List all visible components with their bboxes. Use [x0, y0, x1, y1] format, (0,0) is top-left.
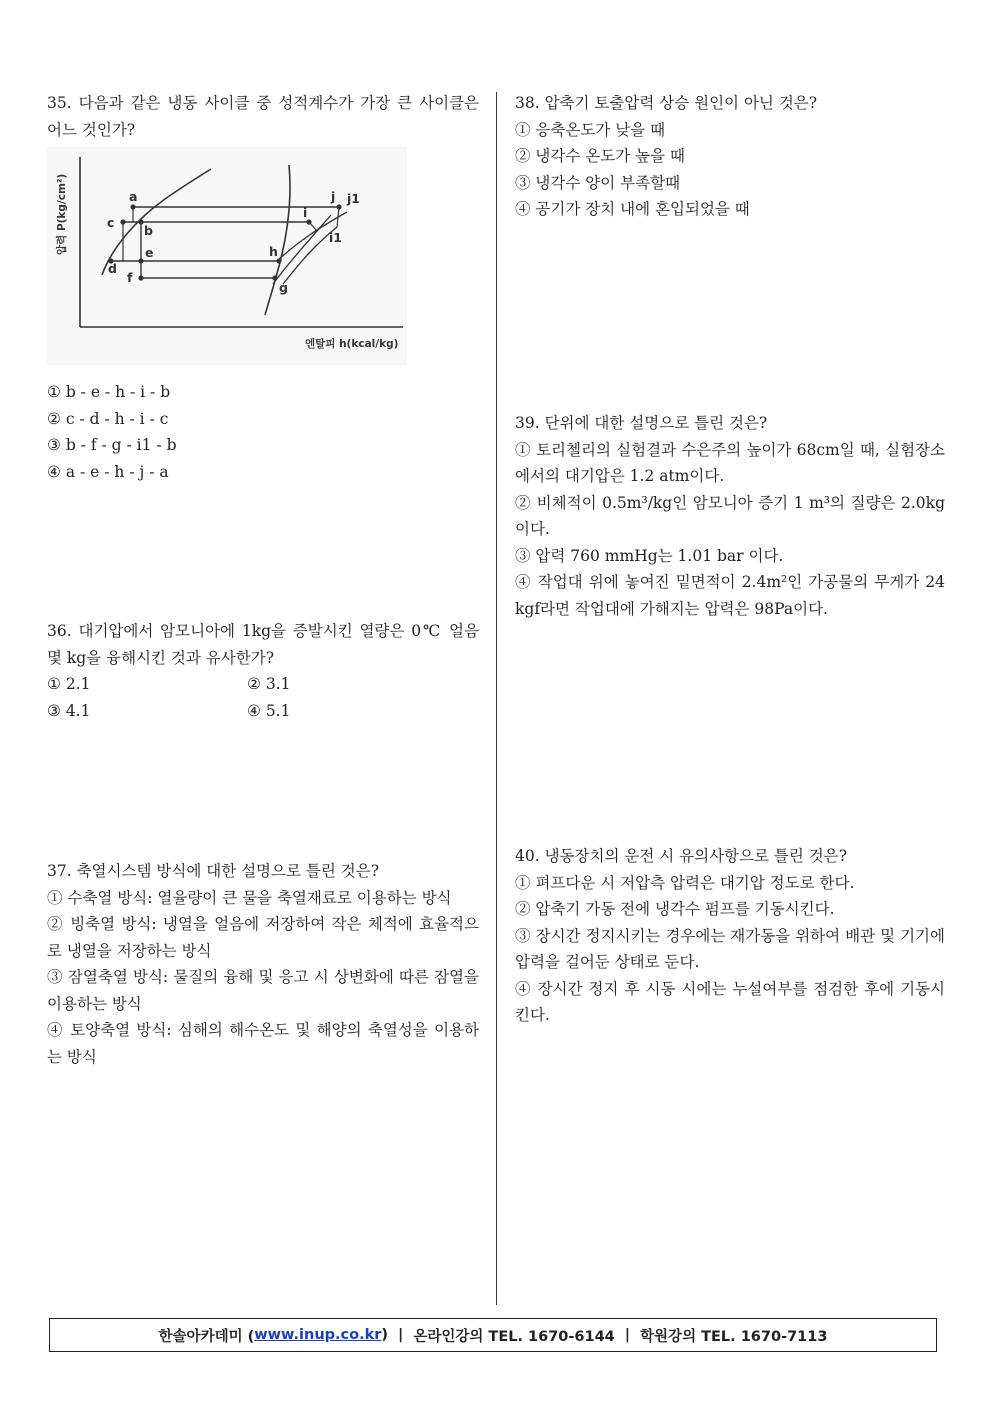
q39-option-4: ④ 작업대 위에 놓여진 밑면적이 2.4m²인 가공물의 무게가 24 kgf라면 작업대에 가해지는 압력은 98Pa이다.: [515, 573, 945, 618]
q38-option-1: ① 응축온도가 낮을 때: [515, 120, 666, 139]
q38-option-3: ③ 냉각수 양이 부족할때: [515, 173, 681, 192]
footer-academy-close: ): [381, 1327, 389, 1343]
point-b: [138, 219, 143, 224]
question-36: [47, 618, 479, 724]
question-40: [515, 843, 945, 1029]
question-37: [47, 858, 479, 1070]
label-i1: i1: [329, 230, 342, 245]
question-38: [515, 90, 945, 223]
q40-option-4: ④ 장시간 정지 후 시동 시에는 누설여부를 점검한 후에 기동시킨다.: [515, 979, 945, 1024]
q40-option-2: ② 압축기 가동 전에 냉각수 펌프를 기동시킨다.: [515, 900, 835, 918]
q37-option-2: ② 빙축열 방식: 냉열을 얼음에 저장하여 작은 체적에 효율적으로 냉열을 저장하는 방식: [47, 915, 479, 960]
footer-bar: [49, 1318, 937, 1352]
label-c: c: [107, 215, 115, 230]
question-39: [515, 410, 945, 622]
q36-option-3: ③ 4.1: [47, 701, 91, 720]
question-37-stem: 37. 축열시스템 방식에 대한 설명으로 틀린 것은?: [47, 862, 380, 880]
point-h: [276, 258, 281, 263]
q37-option-1: ① 수축열 방식: 열율량이 큰 물을 축열재료로 이용하는 방식: [47, 888, 452, 907]
label-d: d: [108, 261, 117, 276]
q36-option-2: ② 3.1: [247, 675, 291, 693]
label-f: f: [127, 270, 133, 285]
point-j: [336, 204, 341, 209]
footer-online-tel: 온라인강의 TEL. 1670-6144: [413, 1328, 615, 1345]
label-a: a: [129, 189, 138, 204]
footer-offline-tel: 학원강의 TEL. 1670-7113: [640, 1328, 828, 1345]
q35-option-4: ④ a - e - h - j - a: [47, 462, 169, 481]
q35-option-1: ① b - e - h - i - b: [47, 383, 171, 401]
point-e: [138, 258, 143, 263]
footer-separator-2: |: [624, 1327, 631, 1343]
ph-diagram: [47, 147, 407, 365]
q38-option-2: ② 냉각수 온도가 높을 때: [515, 147, 685, 165]
point-c: [120, 219, 125, 224]
column-divider: [496, 92, 497, 1305]
point-g: [272, 275, 277, 280]
question-40-stem: 40. 냉동장치의 운전 시 유의사항으로 틀린 것은?: [515, 847, 848, 865]
label-b: b: [144, 223, 153, 238]
y-axis-label: 압력 P(kg/cm²): [56, 173, 68, 255]
point-i: [306, 219, 311, 224]
q38-option-4: ④ 공기가 장치 내에 혼입되었을 때: [515, 200, 750, 218]
q40-option-3: ③ 장시간 정지시키는 경우에는 재가동을 위하여 배관 및 기기에 압력을 걸어둔 상태로 둔다.: [515, 926, 945, 971]
question-39-stem: 39. 단위에 대한 설명으로 틀린 것은?: [515, 414, 768, 432]
q37-option-3: ③ 잠열축열 방식: 물질의 융해 및 응고 시 상변화에 따른 잠열을 이용하는 방식: [47, 968, 479, 1013]
q40-option-1: ① 펴프다운 시 저압측 압력은 대기압 정도로 한다.: [515, 873, 855, 892]
label-h: h: [269, 244, 278, 259]
footer-academy: 한솔아카데미 (: [158, 1328, 255, 1345]
label-e: e: [145, 245, 154, 260]
label-i: i: [303, 205, 308, 220]
q36-options: [47, 671, 479, 724]
q36-option-4: ④ 5.1: [247, 701, 291, 720]
label-g: g: [279, 280, 288, 295]
q35-option-2: ② c - d - h - i - c: [47, 409, 169, 428]
label-j1: j1: [347, 191, 360, 206]
x-axis-label: 엔탈피 h(kcal/kg): [305, 338, 399, 350]
question-36-stem: 36. 대기압에서 암모니아에 1kg을 증발시킨 열량은 0℃ 얼음 몇 kg을 융해시킨 것과 유사한가?: [47, 622, 479, 667]
question-35-stem: 35. 다음과 같은 냉동 사이클 중 성적계수가 가장 큰 사이클은 어느 것인가?: [47, 94, 479, 139]
footer-website-link[interactable]: www.inup.co.kr: [254, 1327, 382, 1343]
footer-separator-1: |: [398, 1327, 404, 1343]
q39-option-2: ② 비체적이 0.5m³/kg인 암모니아 증기 1 m³의 질량은 2.0kg이다.: [515, 493, 945, 538]
point-f: [138, 275, 143, 280]
point-a: [130, 204, 135, 209]
q39-option-1: ① 토리첼리의 실험결과 수은주의 높이가 68cm일 때, 실험장소에서의 대기압은 1.2 atm이다.: [515, 440, 945, 485]
question-35: [47, 90, 479, 485]
q37-option-4: ④ 토양축열 방식: 심해의 해수온도 및 해양의 축열성을 이용하는 방식: [47, 1021, 479, 1066]
q35-option-3: ③ b - f - g - i1 - b: [47, 436, 177, 454]
q36-option-1: ① 2.1: [47, 675, 91, 693]
label-j: j: [331, 189, 336, 204]
question-38-stem: 38. 압축기 토출압력 상승 원인이 아닌 것은?: [515, 94, 818, 112]
q39-option-3: ③ 압력 760 mmHg는 1.01 bar 이다.: [515, 546, 784, 565]
